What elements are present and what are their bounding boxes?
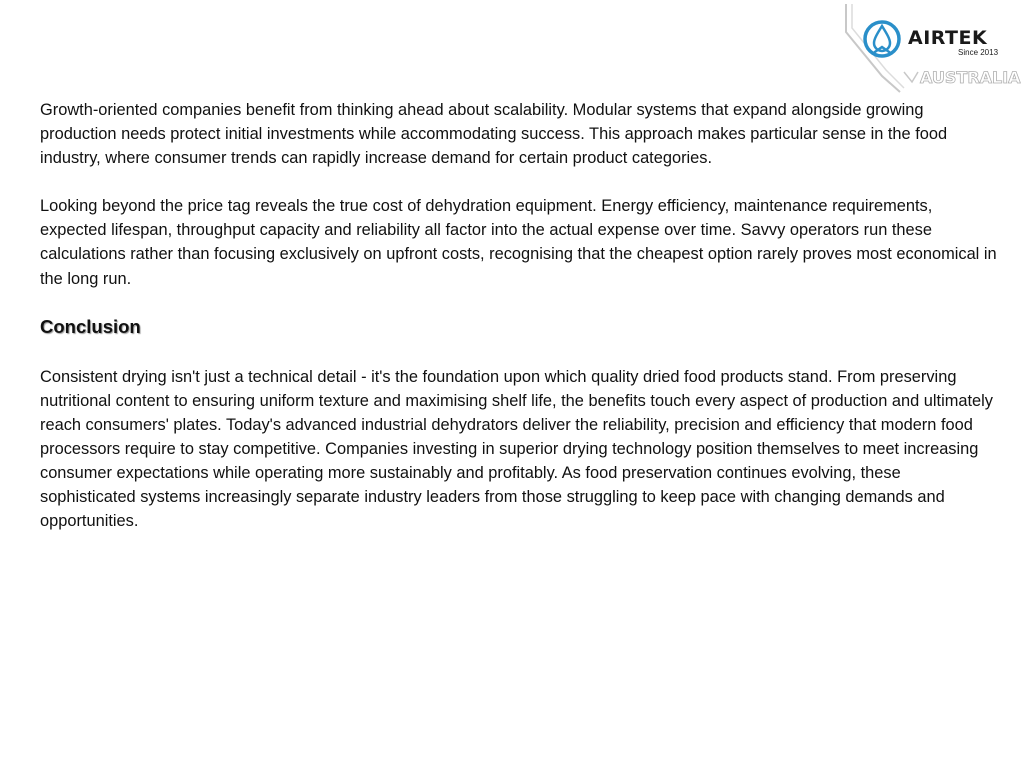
paragraph-true-cost: Looking beyond the price tag reveals the true cost of dehydration equipment. Energy efficiency, maintenance requirements, expected lifespan, throughput capacity and reliability all factor into the actual expense over time. Savvy operators run these calculations rather than focusing exclusively on upfront costs, recognising that the cheapest option rarely proves most economical in the long run. xyxy=(40,197,997,288)
article-content xyxy=(40,98,1000,557)
logo-country-text: AUSTRALIA xyxy=(920,68,1021,87)
logo-brand-name: AIRTEK xyxy=(908,27,988,49)
logo-since-text: Since 2013 xyxy=(958,48,999,57)
water-drop-icon xyxy=(865,22,899,56)
paragraph-scalability: Growth-oriented companies benefit from thinking ahead about scalability. Modular systems that expand alongside growing production needs protect initial investments while accommodating success. This approach makes particular sense in the food industry, where consumer trends can rapidly increase demand for certain product categories. xyxy=(40,101,948,168)
paragraph-conclusion: Consistent drying isn't just a technical detail - it's the foundation upon which quality dried food products stand. From preserving nutritional content to ensuring uniform texture and maximising shelf life, the benefits touch every aspect of production and ultimately reach consumers' plates. Today's advanced industrial dehydrators deliver the reliability, precision and efficiency that modern food processors require to stay competitive. Companies investing in superior drying technology position themselves to meet increasing consumer expectations while operating more sustainably and profitably. As food preservation continues evolving, these sophisticated systems increasingly separate industry leaders from those struggling to keep pace with changing demands and opportunities. xyxy=(40,367,994,531)
conclusion-heading: Conclusion xyxy=(40,315,141,337)
airtek-logo xyxy=(842,2,1024,94)
